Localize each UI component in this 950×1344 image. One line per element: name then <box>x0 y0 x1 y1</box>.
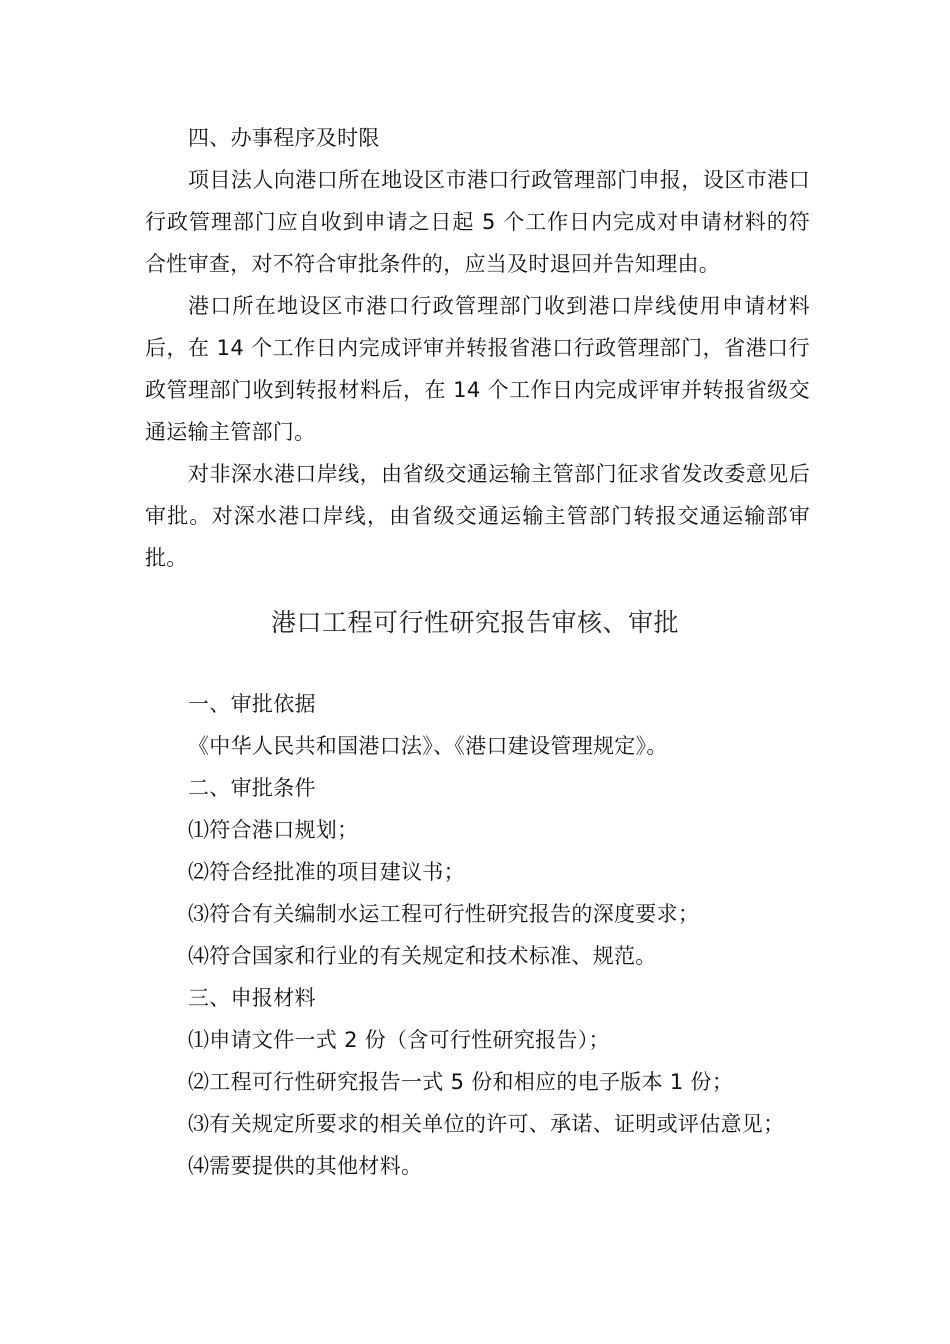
basis-heading: 一、审批依据 <box>188 692 316 716</box>
section-title: 港口工程可行性研究报告审核、审批 <box>270 608 679 637</box>
material-item-4: ⑷需要提供的其他材料。 <box>188 1154 423 1178</box>
conditions-heading: 二、审批条件 <box>188 776 316 800</box>
procedure-paragraph-2: 港口所在地设区市港口行政管理部门收到港口岸线使用申请材料后，在 14 个工作日内完成评审并转报省港口行政管理部门，省港口行政管理部门收到转报材料后，在 14 个工作日内完成评审并转报省级交通运输主管部门。 <box>145 294 810 444</box>
basis-text: 《中华人民共和国港口法》、《港口建设管理规定》。 <box>188 734 668 758</box>
condition-item-2: ⑵符合经批准的项目建议书； <box>188 860 465 884</box>
approval-section <box>145 683 810 1187</box>
condition-item-1: ⑴符合港口规划； <box>188 818 359 842</box>
materials-heading: 三、申报材料 <box>188 986 316 1010</box>
material-item-3: ⑶有关规定所要求的相关单位的许可、承诺、证明或评估意见； <box>188 1112 785 1136</box>
material-item-2: ⑵工程可行性研究报告一式 5 份和相应的电子版本 1 份； <box>188 1070 734 1094</box>
procedure-heading: 四、办事程序及时限 <box>188 126 380 150</box>
condition-item-4: ⑷符合国家和行业的有关规定和技术标准、规范。 <box>188 944 657 968</box>
condition-item-3: ⑶符合有关编制水运工程可行性研究报告的深度要求； <box>188 902 700 926</box>
material-item-1: ⑴申请文件一式 2 份（含可行性研究报告）； <box>188 1028 610 1052</box>
procedure-paragraph-1: 项目法人向港口所在地设区市港口行政管理部门申报，设区市港口行政管理部门应自收到申请之日起 5 个工作日内完成对申请材料的符合性审查，对不符合审批条件的，应当及时退回并告知理由。 <box>145 168 810 276</box>
procedure-section <box>145 117 810 579</box>
procedure-paragraph-3: 对非深水港口岸线，由省级交通运输主管部门征求省发改委意见后审批。对深水港口岸线，由省级交通运输主管部门转报交通运输部审批。 <box>145 462 810 570</box>
